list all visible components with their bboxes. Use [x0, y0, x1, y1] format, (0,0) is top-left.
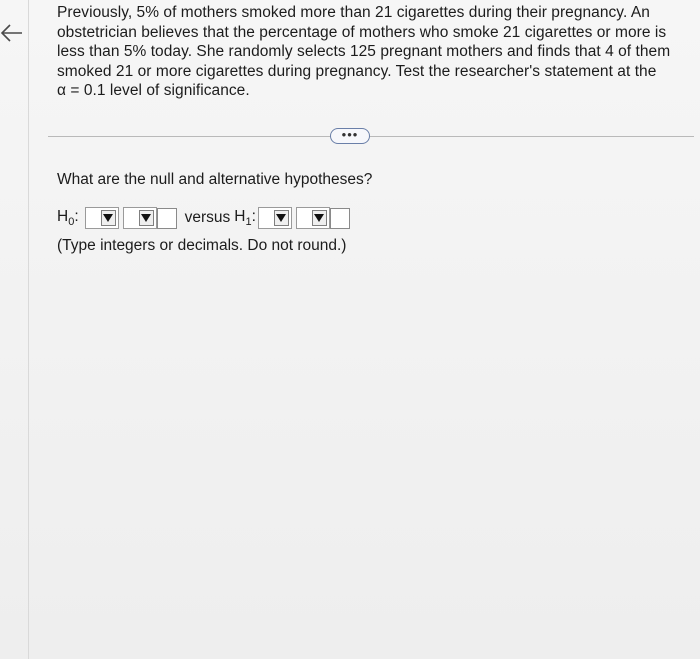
- expand-more-button[interactable]: •••: [330, 128, 370, 144]
- hypotheses-row: [57, 206, 350, 230]
- triangle-down-icon: [101, 210, 116, 226]
- h0-parameter-dropdown[interactable]: [85, 207, 119, 229]
- section-separator: [48, 136, 694, 137]
- h0-value-input[interactable]: [157, 208, 177, 229]
- h0-operator-dropdown[interactable]: [123, 207, 157, 229]
- left-divider: [28, 0, 29, 659]
- problem-text: Previously, 5% of mothers smoked more than 21 cigarettes during their pregnancy. An obstetrician believes that the percentage of mothers who smoke 21 cigarettes or more is less than 5% today. She randomly selects 125 pregnant mothers and finds that 4 of them smoked 21 or more cigarettes during pregnancy. Test the researcher's statement at the: [57, 4, 671, 80]
- problem-statement: [57, 3, 687, 101]
- answer-instruction: (Type integers or decimals. Do not round.): [57, 237, 347, 254]
- h1-operator-dropdown[interactable]: [296, 207, 330, 229]
- alpha-symbol: α: [57, 82, 67, 100]
- versus-label: versus: [184, 209, 231, 226]
- h1-label: $H_1$:: [234, 207, 256, 229]
- h0-label: $H_0$:: [57, 207, 79, 229]
- question-text: What are the null and alternative hypotheses?: [57, 171, 373, 188]
- triangle-down-icon: [312, 210, 327, 226]
- triangle-down-icon: [139, 210, 154, 226]
- back-button[interactable]: [0, 22, 24, 44]
- triangle-down-icon: [274, 210, 289, 226]
- h1-value-input[interactable]: [330, 208, 350, 229]
- arrow-left-icon: [0, 22, 24, 44]
- alpha-value: = 0.1: [66, 82, 106, 100]
- alpha-suffix: level of significance.: [105, 82, 250, 100]
- h1-parameter-dropdown[interactable]: [258, 207, 292, 229]
